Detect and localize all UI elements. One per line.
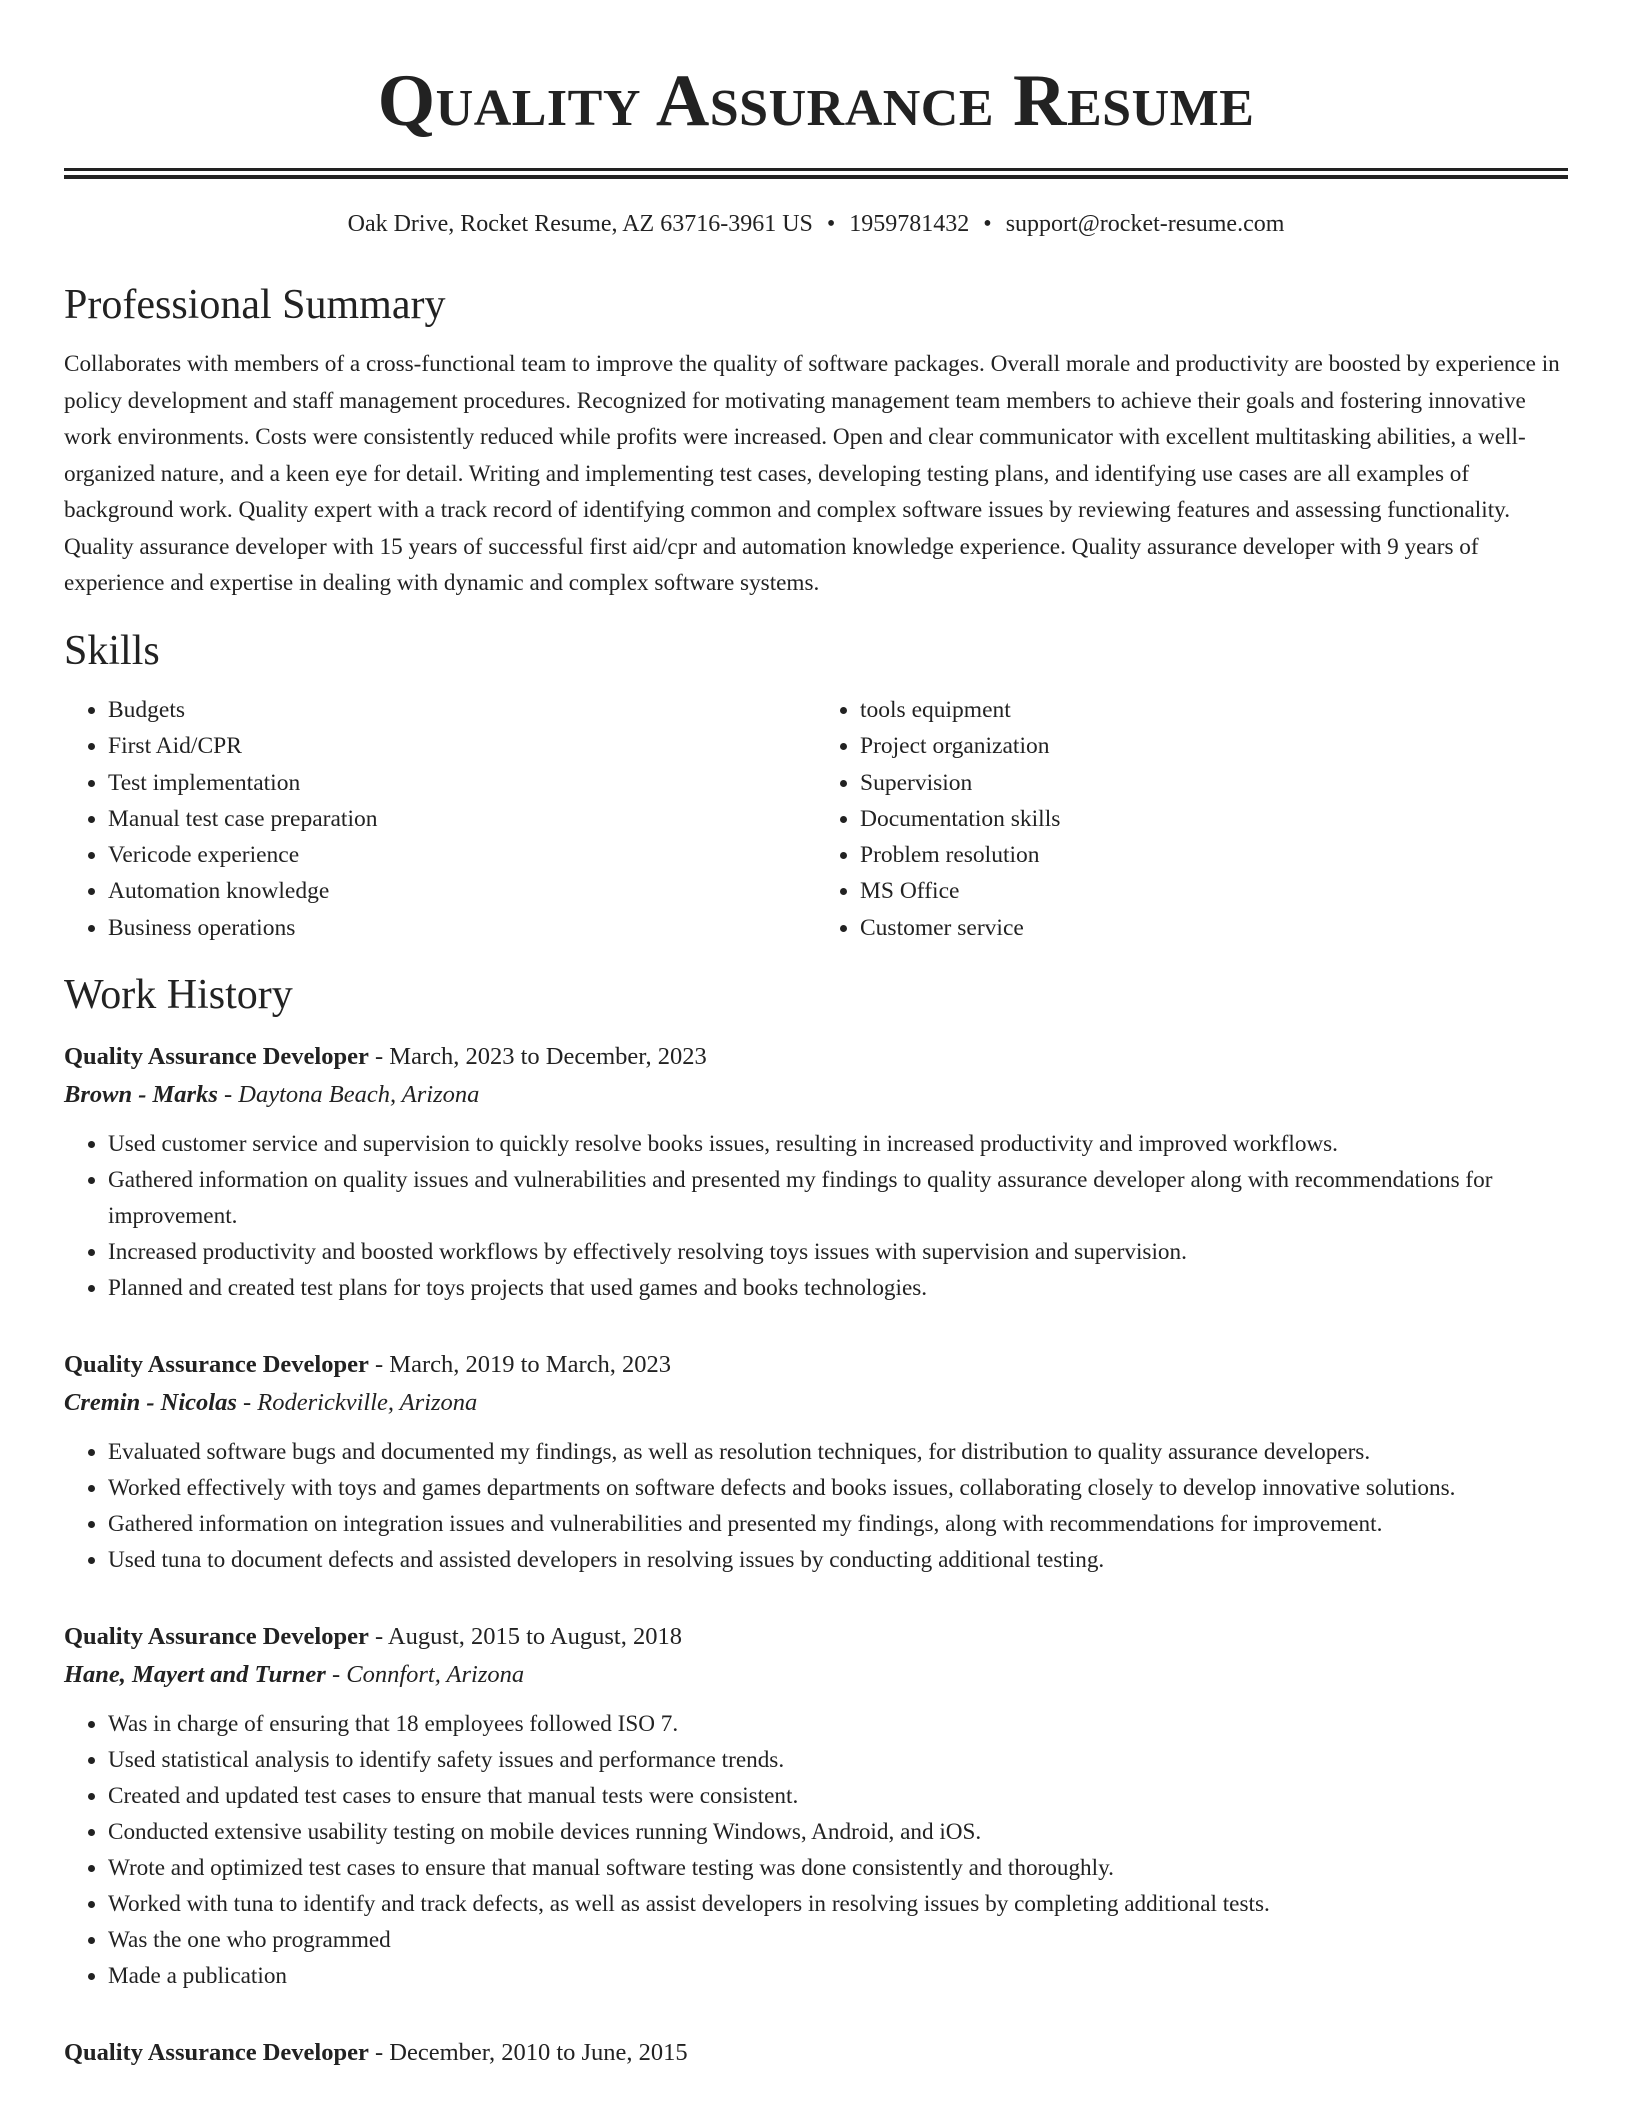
- list-item: • Wrote and optimized test cases to ensure that manual software testing was done consistently and thoroughly.: [108, 1850, 1568, 1886]
- list-item: • Automation knowledge: [108, 873, 816, 909]
- skills-column-right: [816, 692, 1568, 945]
- work-history-heading: Work History: [64, 971, 293, 1018]
- job-company-line: [64, 1076, 1568, 1114]
- job-title: Quality Assurance Developer: [64, 1623, 369, 1651]
- list-item: • Customer service: [860, 910, 1568, 946]
- list-item: • Vericode experience: [108, 837, 816, 873]
- list-item: • Project organization: [860, 728, 1568, 764]
- list-item: • Created and updated test cases to ensure that manual tests were consistent.: [108, 1778, 1568, 1814]
- list-item: • Business operations: [108, 910, 816, 946]
- job-dates: - March, 2023 to December, 2023: [368, 1043, 707, 1071]
- job-bullets: [64, 1126, 1568, 1306]
- list-item: • Increased productivity and boosted workflows by effectively resolving toys issues with supervision and supervision.: [108, 1234, 1568, 1270]
- job-header: [64, 1346, 1568, 1384]
- list-item: • Manual test case preparation: [108, 801, 816, 837]
- list-item: • Problem resolution: [860, 837, 1568, 873]
- job-entry: [64, 1618, 1568, 1994]
- job-location: - Roderickville, Arizona: [236, 1389, 478, 1417]
- contact-separator: •: [826, 211, 836, 237]
- contact-address: Oak Drive, Rocket Resume, AZ 63716-3961 US: [347, 211, 813, 237]
- list-item: • Evaluated software bugs and documented my findings, as well as resolution techniques, for distribution to quality assurance developers.: [108, 1434, 1568, 1470]
- list-item: • Was the one who programmed: [108, 1922, 1568, 1958]
- job-company-line: [64, 1384, 1568, 1422]
- job-header: [64, 2034, 1568, 2072]
- summary-text: Collaborates with members of a cross-functional team to improve the quality of software packages. Overall morale and productivity are boosted by experience in policy development and staff management procedures. Recognized for motivating management team members to achieve their goals and fostering innovative work environments. Costs were consistently reduced while profits were increased. Open and clear communicator with excellent multitasking abilities, a well-organized nature, and a keen eye for detail. Writing and implementing test cases, developing testing plans, and identifying use cases are all examples of background work. Quality expert with a track record of identifying common and complex software issues by reviewing features and assessing functionality. Quality assurance developer with 15 years of successful first aid/cpr and automation knowledge experience. Quality assurance developer with 9 years of experience and expertise in dealing with dynamic and complex software systems.: [64, 351, 1560, 597]
- list-item: • Gathered information on quality issues and vulnerabilities and presented my findings to quality assurance developer along with recommendations for improvement.: [108, 1162, 1568, 1234]
- job-entry: [64, 1038, 1568, 1306]
- contact-line: [64, 211, 1568, 238]
- list-item: • Used tuna to document defects and assisted developers in resolving issues by conducting additional testing.: [108, 1542, 1568, 1578]
- skills-column-left: [64, 692, 816, 945]
- list-item: • Made a publication: [108, 1958, 1568, 1994]
- list-item: • Used customer service and supervision to quickly resolve books issues, resulting in increased productivity and improved workflows.: [108, 1126, 1568, 1162]
- job-company: Hane, Mayert and Turner: [64, 1661, 326, 1689]
- skills-list: [64, 692, 1568, 945]
- list-item: • Worked with tuna to identify and track defects, as well as assist developers in resolving issues by completing additional tests.: [108, 1886, 1568, 1922]
- list-item: • Planned and created test plans for toys projects that used games and books technologies.: [108, 1270, 1568, 1306]
- title-divider: [64, 168, 1568, 179]
- job-company: Cremin - Nicolas: [64, 1389, 237, 1417]
- skills-heading: Skills: [64, 627, 160, 674]
- list-item: • Worked effectively with toys and games departments on software defects and books issues, collaborating closely to develop innovative solutions.: [108, 1470, 1568, 1506]
- job-title: Quality Assurance Developer: [64, 2039, 369, 2067]
- page-title: Quality Assurance Resume: [377, 60, 1255, 142]
- job-bullets: [64, 1706, 1568, 1994]
- job-location: - Connfort, Arizona: [325, 1661, 525, 1689]
- contact-email: support@rocket-resume.com: [1005, 211, 1285, 237]
- list-item: • Test implementation: [108, 765, 816, 801]
- job-title: Quality Assurance Developer: [64, 1351, 369, 1379]
- contact-separator: •: [983, 211, 992, 237]
- job-title: Quality Assurance Developer: [64, 1043, 369, 1071]
- job-dates: - March, 2019 to March, 2023: [368, 1351, 671, 1379]
- job-bullets: [64, 1434, 1568, 1578]
- list-item: • Supervision: [860, 765, 1568, 801]
- job-location: - Daytona Beach, Arizona: [217, 1081, 480, 1109]
- contact-phone: 1959781432: [849, 211, 970, 237]
- list-item: • tools equipment: [860, 692, 1568, 728]
- job-entry: [64, 1346, 1568, 1578]
- job-entry: [64, 2034, 1568, 2072]
- job-company: Brown - Marks: [64, 1081, 218, 1109]
- list-item: • Conducted extensive usability testing on mobile devices running Windows, Android, and iOS.: [108, 1814, 1568, 1850]
- job-dates: - December, 2010 to June, 2015: [368, 2039, 688, 2067]
- list-item: • Budgets: [108, 692, 816, 728]
- list-item: • Used statistical analysis to identify safety issues and performance trends.: [108, 1742, 1568, 1778]
- list-item: • Documentation skills: [860, 801, 1568, 837]
- job-company-line: [64, 1656, 1568, 1694]
- list-item: • First Aid/CPR: [108, 728, 816, 764]
- list-item: • Gathered information on integration issues and vulnerabilities and presented my findings, along with recommendations for improvement.: [108, 1506, 1568, 1542]
- list-item: • Was in charge of ensuring that 18 employees followed ISO 7.: [108, 1706, 1568, 1742]
- job-header: [64, 1038, 1568, 1076]
- job-header: [64, 1618, 1568, 1656]
- list-item: • MS Office: [860, 873, 1568, 909]
- job-dates: - August, 2015 to August, 2018: [368, 1623, 682, 1651]
- summary-heading: Professional Summary: [64, 282, 446, 328]
